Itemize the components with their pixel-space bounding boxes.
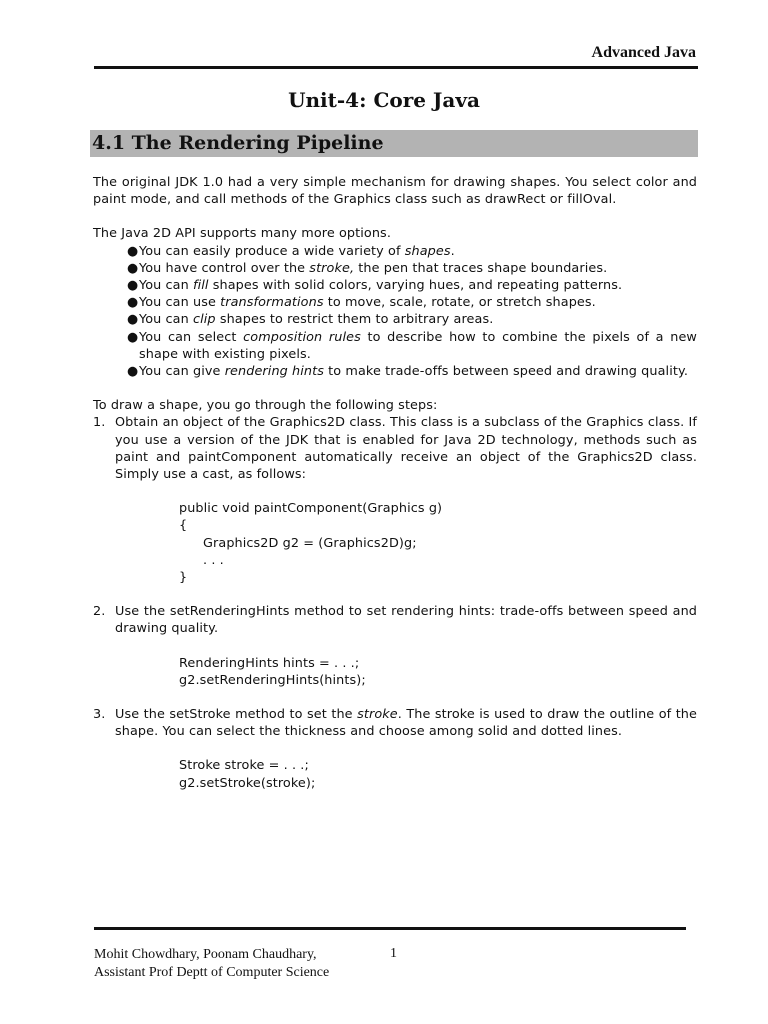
step-1 [93, 414, 697, 483]
step-number: 2. [93, 604, 106, 620]
code-block-3 [93, 757, 697, 791]
bullet-icon: ● [127, 260, 139, 276]
step-text-pre: Use the setStroke method to set the [115, 707, 358, 723]
step-text: Obtain an object of the Graphics2D class. This class is a subclass of the Graphics class. If you use a version of the JDK that is enabled for Java 2D technology, methods such as paint and paintComponent automatically receive an object of the Graphics2D class. Simply use a cast, as follows: [115, 415, 697, 483]
page-number: 1 [390, 946, 397, 961]
header-rule [94, 66, 698, 69]
step-number: 1. [93, 415, 106, 431]
footer-rule [94, 927, 686, 930]
body-text [93, 174, 697, 792]
footer-author [94, 946, 329, 982]
step-3 [93, 706, 697, 740]
list-item: ● You can use transformations to move, scale, rotate, or stretch shapes. [127, 295, 596, 311]
code-line: Graphics2D g2 = (Graphics2D)g; [203, 535, 417, 551]
section-heading: 4.1 The Rendering Pipeline [92, 132, 384, 154]
list-item: ● You can easily produce a wide variety of shapes. [127, 243, 455, 259]
intro-paragraph: The original JDK 1.0 had a very simple mechanism for drawing shapes. You select color and paint mode, and call methods of the Graphics class such as drawRect or fillOval. [93, 175, 697, 208]
footer-line-1: Mohit Chowdhary, Poonam Chaudhary, [94, 947, 317, 962]
bullet-icon: ● [127, 329, 139, 345]
code-block-1 [93, 500, 697, 586]
steps-intro: To draw a shape, you go through the following steps: [93, 398, 438, 414]
code-block-2 [93, 655, 697, 689]
code-line: { [179, 518, 188, 534]
running-header: Advanced Java [591, 44, 696, 61]
options-list [93, 243, 697, 381]
list-item: ● You have control over the stroke, the pen that traces shape boundaries. [127, 260, 608, 276]
bullet-icon: ● [127, 295, 139, 311]
code-line: } [179, 570, 188, 586]
list-item: ● You can give rendering hints to make trade-offs between speed and drawing quality. [127, 364, 688, 380]
code-line: g2.setStroke(stroke); [179, 775, 316, 791]
step-text: Use the setRenderingHints method to set rendering hints: trade-offs between speed and drawing quality. [115, 604, 697, 637]
api-paragraph: The Java 2D API supports many more options. [93, 226, 391, 242]
step-number: 3. [93, 707, 106, 723]
code-line: RenderingHints hints = . . .; [179, 655, 360, 671]
step-text-post: . The stroke is used to draw the outline of the shape. You can select the thickness and choose among solid and dotted lines. [115, 707, 697, 740]
code-line: public void paintComponent(Graphics g) [179, 501, 443, 517]
unit-title: Unit-4: Core Java [288, 88, 480, 112]
code-line: Stroke stroke = . . .; [179, 758, 309, 774]
list-item: ● You can fill shapes with solid colors, varying hues, and repeating patterns. [127, 278, 623, 294]
bullet-icon: ● [127, 243, 139, 259]
footer-line-2: Assistant Prof Deptt of Computer Science [94, 965, 330, 980]
bullet-icon: ● [127, 278, 139, 294]
code-line: g2.setRenderingHints(hints); [179, 672, 366, 688]
bullet-icon: ● [127, 364, 139, 380]
list-item: ● You can clip shapes to restrict them to arbitrary areas. [127, 312, 494, 328]
bullet-icon: ● [127, 312, 139, 328]
code-line: . . . [203, 552, 224, 568]
section-heading-band [90, 130, 698, 157]
step-text-em: stroke [357, 707, 398, 723]
list-item: ● You can select composition rules to describe how to combine the pixels of a new shape with existing pixels. [127, 329, 697, 362]
step-2 [93, 603, 697, 637]
